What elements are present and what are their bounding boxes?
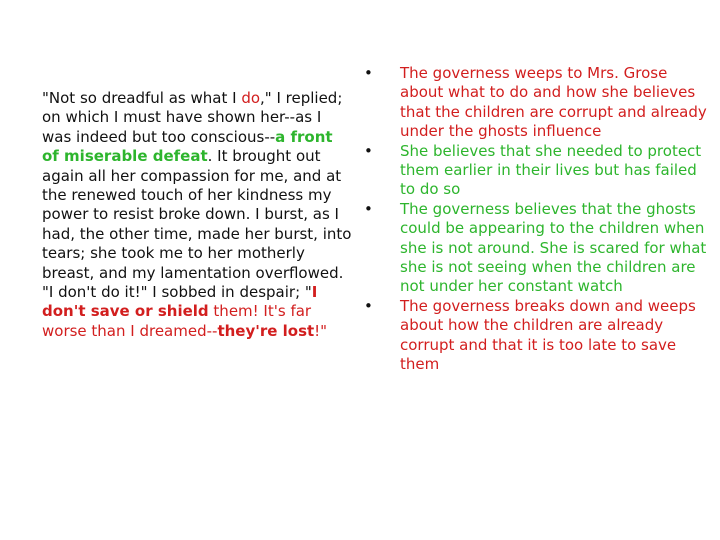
quote-highlight-save-shield: I don't save or shield	[42, 283, 318, 321]
bullet-dot-icon: •	[364, 296, 373, 315]
quote-text: . It brought out again all her compassion for me, and at the renewed touch of her kindness my power to resist broke down. I burst, as I had, the other time, made her burst, into tears; she took me to her motherly breast, and my lamentation overflowed. "I don't do it!" I sobbed in despair; "	[42, 147, 352, 302]
bullet-text: The governess believes that the ghosts could be appearing to the children when she is not around. She is scared for what she is not seeing when the children are not under her constant watch	[400, 199, 707, 296]
quote-passage	[42, 89, 352, 341]
quote-highlight-end: !"	[314, 321, 328, 340]
bullet-text: The governess breaks down and weeps about how the children are already corrupt and that it is too late to save them	[400, 296, 696, 374]
bullet-text: She believes that she needed to protect them earlier in their lives but has failed to do so	[400, 141, 702, 199]
quote-text: "Not so dreadful as what I	[42, 89, 242, 107]
bullet-item-ghosts	[360, 200, 715, 297]
bullet-item-protect	[360, 142, 715, 200]
bullet-text: The governess weeps to Mrs. Grose about what to do and how she believes that the children are corrupt and already under the ghosts influence	[400, 64, 707, 141]
bullet-dot-icon: •	[364, 199, 373, 218]
bullet-item-weeps	[360, 64, 715, 142]
quote-text: ," I replied; on which I must have shown her--as I was indeed but too conscious--	[42, 89, 343, 146]
quote-highlight-worse: them! It's far worse than I dreamed--	[42, 302, 312, 340]
bullet-dot-icon: •	[364, 64, 373, 82]
quote-highlight-lost: they're lost	[217, 321, 315, 340]
quote-highlight-defeat: a front of miserable defeat	[42, 127, 333, 166]
bullet-dot-icon: •	[364, 141, 373, 160]
quote-highlight-do: do	[241, 89, 261, 107]
analysis-bullet-list	[360, 64, 715, 375]
bullet-item-breaks-down	[360, 297, 715, 375]
